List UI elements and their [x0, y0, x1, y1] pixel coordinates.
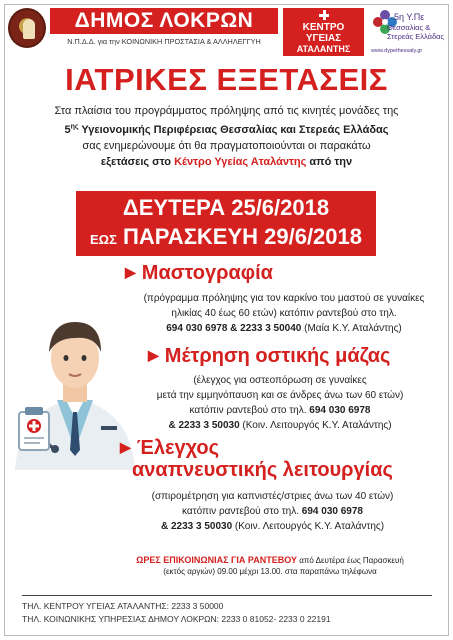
exam1-line2: ηλικίας 40 έως 60 ετών) κατόπιν ραντεβού στο τηλ.: [171, 308, 397, 319]
kentro-line1: ΚΕΝΤΡΟ: [302, 22, 345, 33]
hours-days: από Δευτέρα έως Παρασκευή: [297, 556, 404, 565]
exam3-phones2: & 2233 3 50030 (Κοιν. Λειτουργός Κ.Υ. Αταλάντης): [160, 521, 385, 532]
ype-line1: 5η Υ.Πε: [394, 12, 425, 22]
municipality-seal-icon: [8, 8, 46, 48]
health-center-logo: [283, 8, 364, 56]
arrow-icon: ▶: [120, 439, 131, 455]
footer-divider: [22, 595, 432, 596]
exam-respiratory-text: [110, 489, 435, 534]
exam2-line1: (έλεγχος για οστεοπόρωση σε γυναίκες: [193, 375, 367, 386]
red-cross-icon: [319, 10, 329, 20]
intro-text: [10, 103, 443, 170]
hours-time: (εκτός αργιών) 09.00 μέχρι 13.00. στα παραπάνω τηλέφωνα: [163, 567, 377, 576]
header: [4, 6, 449, 58]
date-start: ΔΕΥΤΕΡΑ 25/6/2018: [122, 195, 330, 220]
date-banner: [76, 191, 376, 256]
kentro-line3: ΑΤΑΛΑΝΤΗΣ: [296, 44, 351, 54]
exam3-phones1: κατόπιν ραντεβού στο τηλ. 694 030 6978: [182, 506, 363, 517]
exam1-phones: 694 030 6978 & 2233 3 50040 (Μαία Κ.Υ. Αταλάντης): [166, 323, 402, 334]
exam2-phones2: & 2233 3 50030 (Κοιν. Λειτουργός Κ.Υ. Αταλάντης): [168, 420, 392, 431]
exam-mammography-text: [125, 291, 443, 336]
exam-bone-density-title: ▶ Μέτρηση οστικής μάζας: [148, 345, 391, 367]
contact-hours: [90, 555, 450, 577]
intro-line1: Στα πλαίσια του προγράμματος πρόληψης από τις κινητές μονάδες της: [54, 105, 399, 117]
footer-phone-social-service: ΤΗΛ. ΚΟΙΝΩΝΙΚΗΣ ΥΠΗΡΕΣΙΑΣ ΔΗΜΟΥ ΛΟΚΡΩΝ: 2233 0 81052- 2233 0 22191: [22, 614, 331, 624]
intro-line2: $5^{\eta\varsigma}$ Υγειονομικής Περιφέρειας Θεσσαλίας και Στερεάς Ελλάδας: [64, 123, 389, 136]
exam3-line1: (σπιρομέτρηση για καπνιστές/στριες άνω των 40 ετών): [151, 491, 394, 502]
ype-line2: Θεσσαλίας &: [387, 23, 431, 32]
exam1-line1: (πρόγραμμα πρόληψης για τον καρκίνο του μαστού σε γυναίκες: [143, 293, 425, 304]
ype-url: www.dypethessaly.gr: [371, 48, 423, 54]
kentro-line2: ΥΓΕΙΑΣ: [305, 33, 342, 44]
ype-line3: Στερεάς Ελλάδας: [387, 32, 445, 41]
arrow-icon: ▶: [125, 264, 136, 280]
page-title: ΙΑΤΡΙΚΕΣ ΕΞΕΤΑΣΕΙΣ: [65, 62, 388, 97]
date-end: ΕΩΣ ΠΑΡΑΣΚΕΥΗ 29/6/2018: [89, 224, 363, 249]
exam-respiratory-title: ▶ Έλεγχος αναπνευστικής λειτουργίας: [120, 437, 393, 481]
hours-heading: ΩΡΕΣ ΕΠΙΚΟΙΝΩΝΙΑΣ ΓΙΑ ΡΑΝΤΕΒΟΥ: [136, 555, 297, 565]
exam2-line2: μετά την εμμηνόπαυση και σε άνδρες άνω των 60 ετών): [156, 390, 404, 401]
exam-mammography-title: ▶ Μαστογραφία: [125, 262, 273, 284]
arrow-icon: ▶: [148, 347, 159, 363]
municipality-name: ΔΗΜΟΣ ΛΟΚΡΩΝ: [50, 8, 278, 34]
intro-line3: σας ενημερώνουμε ότι θα πραγματοποιούνται οι παρακάτω: [82, 139, 371, 152]
footer-phone-health-center: ΤΗΛ. ΚΕΝΤΡΟΥ ΥΓΕΙΑΣ ΑΤΑΛΑΝΤΗΣ: 2233 3 50000: [22, 601, 224, 611]
exam2-phones1: κατόπιν ραντεβού στο τηλ. 694 030 6978: [189, 405, 371, 416]
intro-line4: εξετάσεις στο Κέντρο Υγείας Αταλάντης από την: [100, 155, 353, 168]
npdd-subtitle: Ν.Π.Δ.Δ. για την ΚΟΙΝΩΝΙΚΗ ΠΡΟΣΤΑΣΙΑ & ΑΛΛΗΛΕΓΓΥΗ: [67, 37, 261, 46]
exam-bone-density-text: [120, 373, 440, 433]
